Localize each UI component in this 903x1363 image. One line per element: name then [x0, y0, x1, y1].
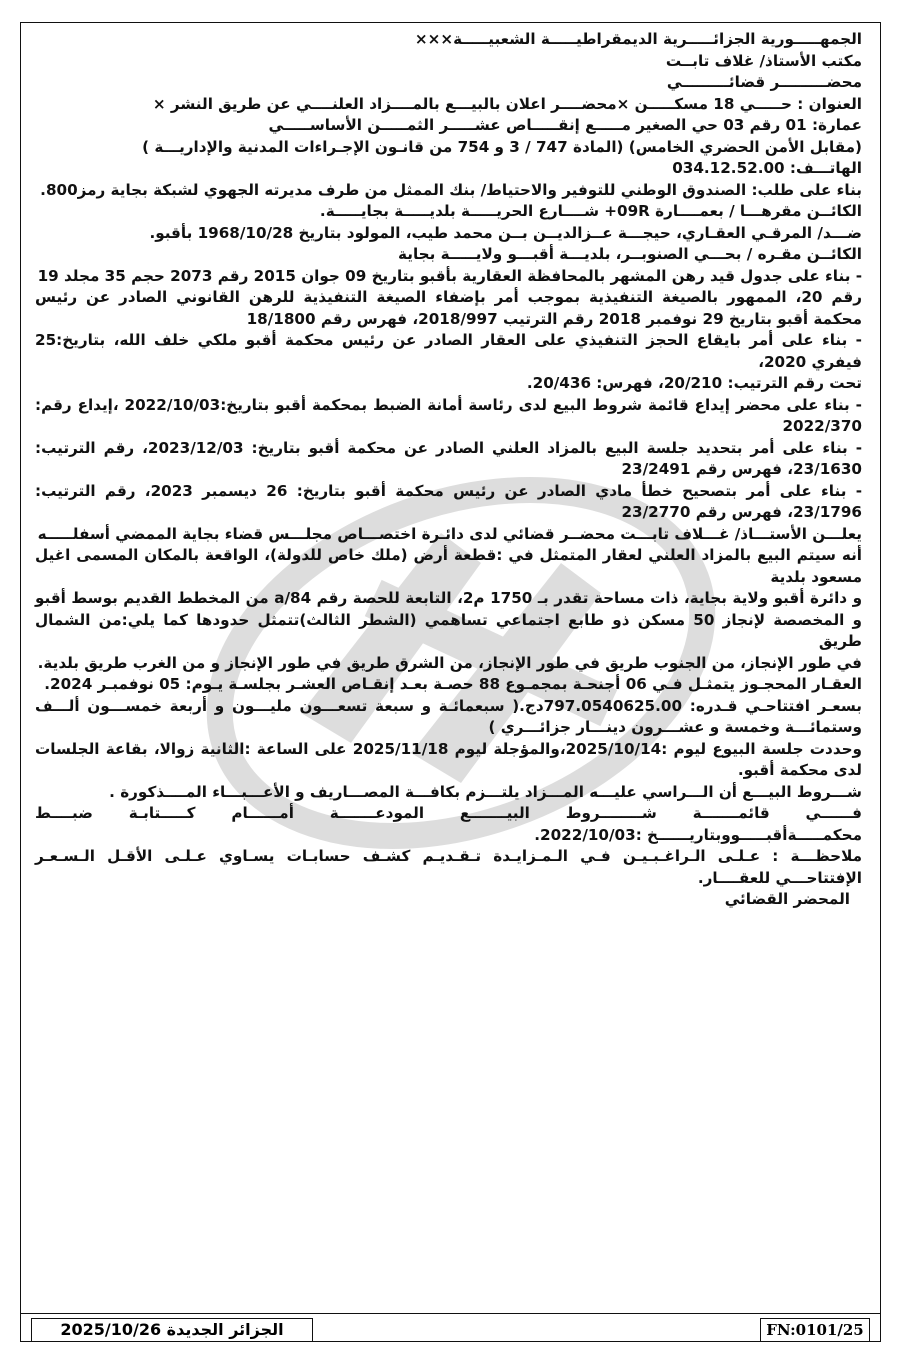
reference-box: FN:0101/25	[760, 1318, 870, 1342]
header-building-subtitle: عمارة: 01 رقم 03 حي الصغير مـــــع إنقـــــاص عشـــــر الثمـــــن الأساســـــي	[268, 116, 862, 134]
paragraph-property: أنه سيتم البيع بالمزاد العلني لعقار المتمثل في :قطعة أرض (ملك خاص للدولة)، الواقعة بالمكان المسمى اغيل مسعود بلدية	[35, 546, 862, 586]
paragraph-correction-order: - بناء على أمر بتصحيح خطأ مادي الصادر عن رئيس محكمة أقبو بتاريخ: 26 ديسمبر 2023، رقم الترتيب: 23/1796، فهرس رقم 23/2770	[35, 481, 862, 521]
header-bailiff: محضـــــــــر قضائـــــــــي	[666, 73, 862, 91]
header-reference-law: (مقابل الأمن الحضري الخامس) (المادة 747 / 3 و 754 من قانـون الإجـراءات المدنية والإداريـــة )	[142, 137, 862, 156]
newspaper-box: الجزائر الجديدة 2025/10/26	[31, 1318, 313, 1342]
paragraph-requester: بناء على طلب: الصندوق الوطني للتوفير والاحتياط/ بنك الممثل من طرف مديرته الجهوي لشبكة بجاية رمز800.	[40, 180, 862, 199]
paragraph-mortgage: - بناء على جدول قيد رهن المشهر بالمحافظة العقارية بأقبو بتاريخ 09 جوان 2015 رقم 2073 حجم 35 مجلد 19	[37, 266, 862, 285]
paragraph-seizure-order: - بناء على أمر بايقاع الحجز التنفيذي على العقار الصادر عن رئيس محكمة أقبو ملكي خلف الله، بتاريخ:25 فيفري 2020،	[35, 331, 862, 371]
legal-notice-page	[20, 22, 881, 1342]
paragraph-seizure-number: تحت رقم الترتيب: 20/210، فهرس: 20/436.	[526, 374, 862, 392]
paragraph-conditions-list: فــــــي قائمـــــــة شــــــــروط البيـــــــع المودعـــــــة أمــــــام كـــــتابـة ضبــــط محكمـــــةأقبـــــووبتاريــــــخ :2022/10/03.	[35, 804, 862, 844]
paragraph-conditions-deposit: - بناء على محضر إيداع قائمة شروط البيع لدى رئاسة أمانة الضبط بمحكمة أقبو بتاريخ:2022/10/03 ،إيداع رقم: 2022/370	[35, 395, 862, 435]
paragraph-executory: رقم 20، الممهور بالصيغة التنفيذية بموجب أمر بإضفاء الصيغة التنفيذية للرهن القانوني الصادر عن رئيس محكمة أقبو بتاريخ 29 نوفمبر 2018 رقم الترتيب 2018/997، فهرس رقم 18/1800	[35, 288, 862, 328]
header-phone: الهاتـــف: 034.12.52.00	[672, 159, 862, 177]
header-address-title: العنوان : حـــــي 18 مسكـــــن ×محضــــر اعلان بالبيـــع بالمــــزاد العلنــــي عن طريق النشر ×	[152, 94, 862, 113]
footer	[21, 1313, 880, 1344]
paragraph-requester-address: الكائــن مقرهـــا / بعمــــارة 09R+ شــــارع الحريـــــة بلديـــــة بجايـــــة.	[319, 202, 862, 220]
notice-content	[35, 29, 862, 911]
paragraph-sale-conditions: شـــروط البيـــع أن الـــراسي عليـــه المـــزاد يلتـــزم بكافـــة المصـــاريف و الأعـــبـــاء المــــذكورة .	[109, 782, 862, 801]
paragraph-announcement: يعلـــن الأستـــاذ/ غـــلاف تابـــت محضــر قضائي لدى دائـرة اختصـــاص مجلـــس قضاء بجاية الممضي أسفلـــــه	[37, 524, 862, 543]
paragraph-against: ضـــد/ المرقـي العقـاري، حيجـــة عــزالديــن بــن محمد طيب، المولود بتاريخ 1968/10/28 بأقبو.	[149, 223, 862, 242]
paragraph-session-order: - بناء على أمر بتحديد جلسة البيع بالمزاد العلني الصادر عن محكمة أقبو بتاريخ: 2023/12/03، رقم الترتيب: 23/1630، فهرس رقم 23/2491	[35, 438, 863, 478]
paragraph-note: ملاحظـــة : عـلـى الـراغـبـيـن فـي الـمـزايـدة تـقـديـم كشـف حسابـات يسـاوي عـلـى الأقـل الـسـعـر الإفتتاحـــي للعقــــار.	[35, 847, 862, 887]
paragraph-opening-price: بسعـر افتتاحـي قـدره: 797.0540625.00دج.( سبعمائـة و سبعة تسعـــون مليـــون و أربعة خمســـون ألـــف وستمائـــة وخمسة و عشـــرون دينـــار جزائـــري )	[35, 696, 862, 736]
signature: المحضر القضائي	[724, 890, 850, 908]
header-office: مكتب الأستاذ/ غلاف تابــت	[665, 51, 862, 70]
paragraph-seized-property: العقـار المحجـوز يتمثـل فـي 06 أجنحـة بمجمـوع 88 حصـة بعـد إنقـاص العشـر بجلسـة يـوم: 05 نوفمبـر 2024.	[44, 675, 862, 693]
paragraph-property-boundaries: في طور الإنجاز، من الجنوب طريق في طور الإنجاز، من الشرق طريق في طور الإنجاز و من الغرب طريق بلدية.	[37, 653, 862, 672]
paragraph-session-date: وحددت جلسة البيوع ليوم :2025/10/14،والمؤجلة ليوم 2025/11/18 على الساعة :الثانية زوالا، بقاعة الجلسات لدى محكمة أقبو.	[35, 739, 862, 779]
paragraph-against-address: الكائــن مقـره / بحـــي الصنوبــر، بلديـــة أقبـــو ولايـــــة بجاية	[398, 245, 862, 263]
header-republic: الجمهـــــورية الجزائـــــرية الديمقراطيـــــة الشعبيـــــة×××	[414, 30, 862, 48]
paragraph-property-details: و دائرة أقبو ولاية بجاية، ذات مساحة تقدر بـ 1750 م2، التابعة للحصة رقم a/84 من المخطط القديم بوسط أقبو و المخصصة لإنجاز 50 مسكن ذو طابع اجتماعي تساهمي (الشطر الثالث)تتمثل حدودها كما يلي:من الشمال طريق	[35, 589, 863, 650]
